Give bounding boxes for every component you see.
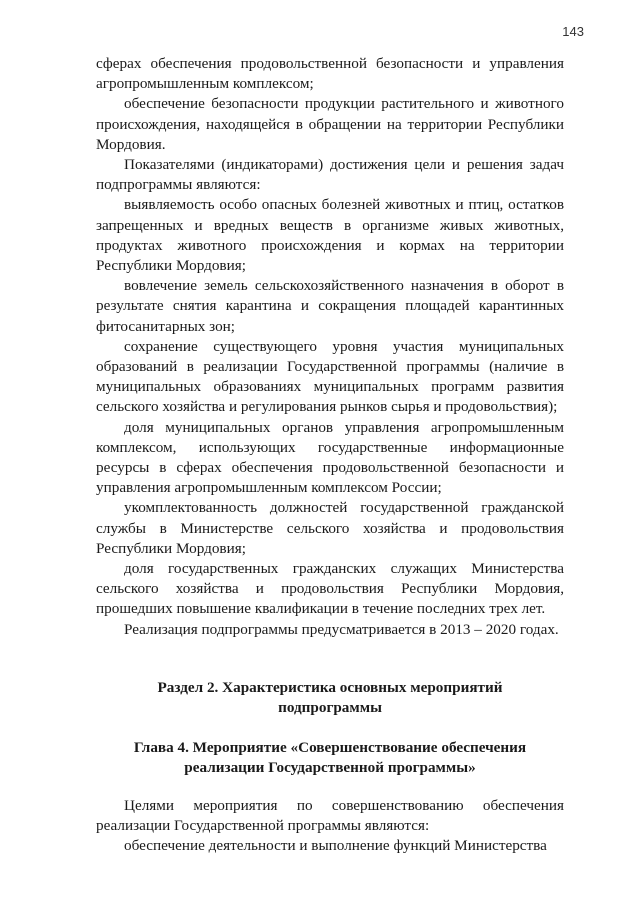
paragraph: укомплектованность должностей государственной гражданской службы в Министерстве сельского хозяйства и продовольствия Республики Мордовия; — [96, 499, 564, 557]
paragraph: Показателями (индикаторами) достижения цели и решения задач подпрограммы являются: — [96, 156, 564, 194]
paragraph: Реализация подпрограммы предусматривается в 2013 – 2020 годах. — [124, 620, 559, 638]
section-heading-line: Раздел 2. Характеристика основных мероприятий — [157, 679, 503, 696]
paragraph: доля государственных гражданских служащих Министерства сельского хозяйства и продовольствия Республики Мордовия, прошедших повышение квалификации в течение последних трех лет. — [96, 560, 564, 618]
body-text-top — [96, 54, 564, 640]
page-number: 143 — [562, 24, 584, 39]
paragraph: Целями мероприятия по совершенствованию обеспечения реализации Государственной программы являются: — [96, 797, 564, 835]
chapter-heading-line: Глава 4. Мероприятие «Совершенствование обеспечения — [133, 739, 527, 756]
section-heading-line: подпрограммы — [278, 699, 382, 717]
paragraph: вовлечение земель сельскохозяйственного назначения в оборот в результате снятия карантина и сокращения площадей карантинных фитосанитарных зон; — [96, 277, 564, 335]
paragraph: сферах обеспечения продовольственной безопасности и управления агропромышленным комплексом; — [96, 55, 564, 93]
body-text-bottom — [96, 796, 564, 857]
paragraph: доля муниципальных органов управления агропромышленным комплексом, использующих государственные информационные ресурсы в сферах обеспечения продовольственной безопасности и управления агропромышленным комплексом России; — [96, 418, 564, 497]
chapter-heading — [96, 738, 564, 779]
section-heading — [96, 678, 564, 719]
paragraph: обеспечение деятельности и выполнение функций Министерства — [124, 837, 547, 855]
paragraph: сохранение существующего уровня участия муниципальных образований в реализации Государственной программы (наличие в муниципальных образованиях муниципальных программ развития сельского хозяйства и регулирования рынков сырья и продовольствия); — [96, 337, 564, 416]
chapter-heading-line: реализации Государственной программы» — [184, 759, 476, 777]
paragraph: обеспечение безопасности продукции растительного и животного происхождения, находящейся в обращении на территории Республики Мордовия. — [96, 95, 564, 153]
paragraph: выявляемость особо опасных болезней животных и птиц, остатков запрещенных и вредных веществ в организме живых животных, продуктах животного происхождения и кормах на территории Республики Мордовия; — [96, 196, 564, 275]
